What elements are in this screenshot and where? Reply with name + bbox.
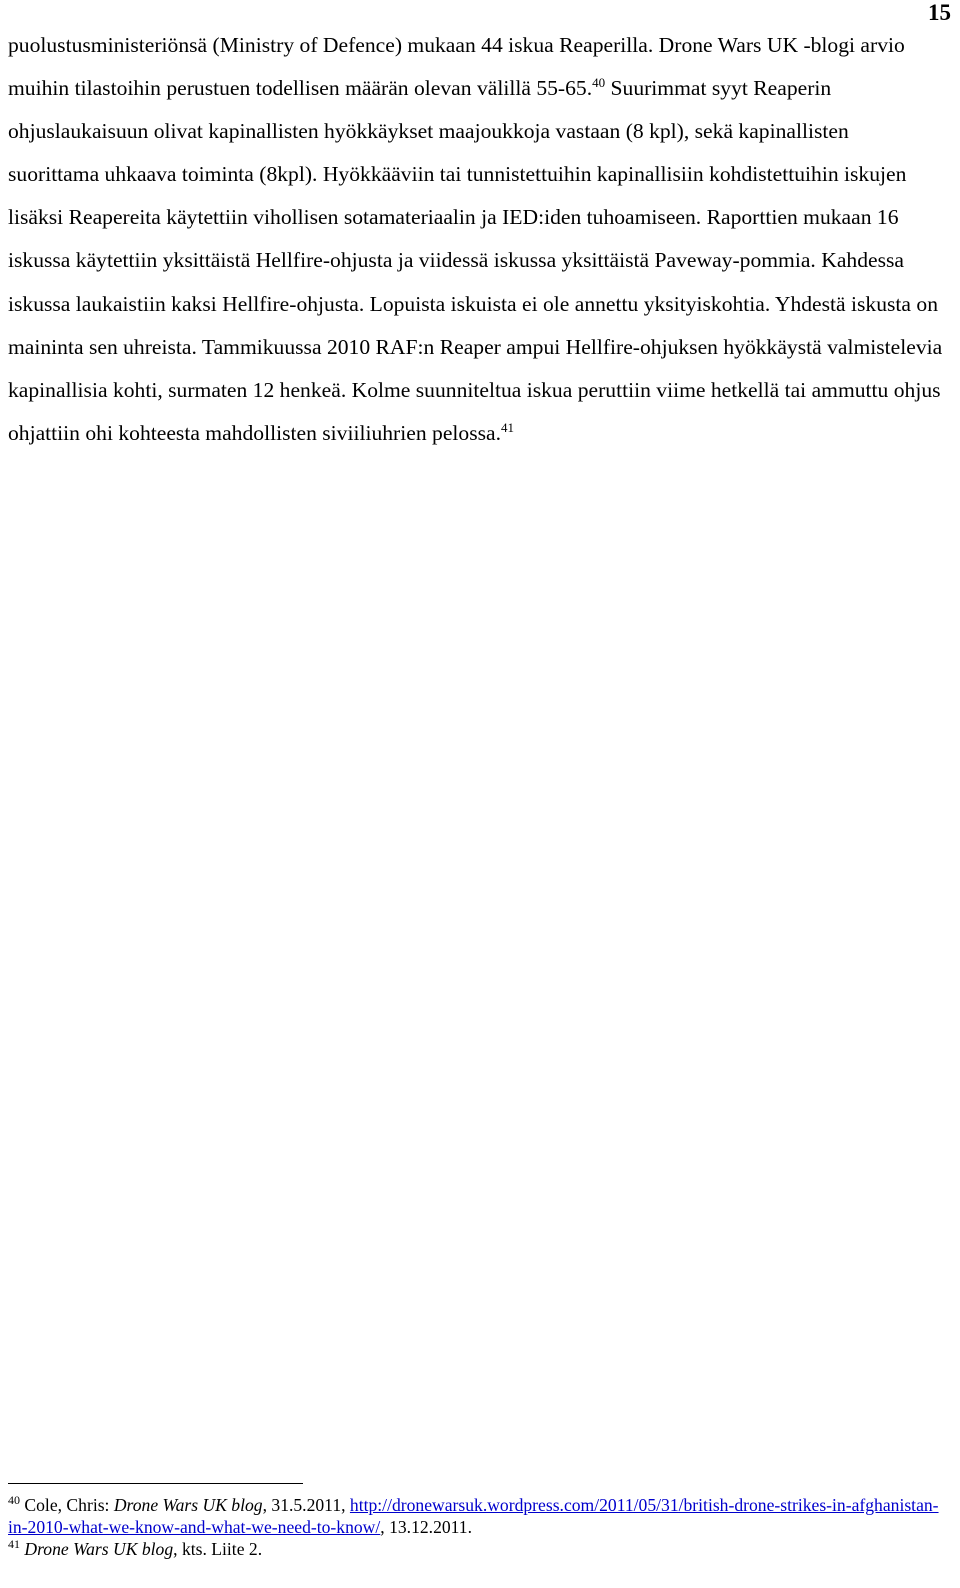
footnote-author: Cole, Chris:: [20, 1495, 114, 1515]
footnote-ref-40[interactable]: 40: [592, 74, 606, 90]
footnote-separator: [8, 1483, 303, 1484]
footnote-41: [8, 1538, 948, 1560]
footnote-number: 40: [8, 1493, 20, 1508]
body-text-part-1: puolustusministeriönsä (Ministry of Defence) mukaan 44 iskua Reaperilla. Drone Wars UK -blogi arvio muihin tilastoihin perustuen todellisen määrän olevan välillä 55-65.: [8, 33, 905, 101]
footnote-40: [8, 1494, 948, 1538]
footnotes: [8, 1494, 948, 1560]
body-text-part-2: Suurimmat syyt Reaperin ohjuslaukaisuun olivat kapinallisten hyökkäykset maajoukkoja vastaan (8 kpl), sekä kapinallisten suorittama uhkaava toiminta (8kpl). Hyökkääviin tai tunnistettuihin kapinallisiin kohdistettuihin iskujen lisäksi Reapereita käytettiin vihollisen sotamateriaalin ja IED:iden tuhoamiseen. Raporttien mukaan 16 iskussa käytettiin yksittäistä Hellfire-ohjusta ja viidessä iskussa yksittäistä Paveway-pommia. Kahdessa iskussa laukaistiin kaksi Hellfire-ohjusta. Lopuista iskuista ei ole annettu yksityiskohtia. Yhdestä iskusta on maininta sen uhreista. Tammikuussa 2010 RAF:n Reaper ampui Hellfire-ohjuksen hyökkäystä valmistelevia kapinallisia kohti, surmaten 12 henkeä. Kolme suunniteltua iskua peruttiin viime hetkellä tai ammuttu ohjus ohjattiin ohi kohteesta mahdollisten siviiliuhrien pelossa.: [8, 76, 943, 445]
footnote-number: 41: [8, 1537, 20, 1552]
footnote-title: Drone Wars UK blog: [113, 1495, 263, 1515]
page-number: 15: [928, 0, 951, 25]
footnote-link[interactable]: http://dronewarsuk.wordpress.com/2011/05/31/british-drone-strikes-in-afghanistan-in-2010-what-we-know-and-what-we-need-to-know/: [8, 1495, 939, 1537]
footnote-accessed: , 13.12.2011.: [380, 1517, 472, 1537]
body-paragraph: [8, 24, 944, 455]
footnote-rest: , kts. Liite 2.: [173, 1539, 263, 1559]
footnote-title: Drone Wars UK blog: [20, 1539, 174, 1559]
footnote-date: , 31.5.2011,: [262, 1495, 350, 1515]
footnote-ref-41[interactable]: 41: [501, 419, 514, 435]
